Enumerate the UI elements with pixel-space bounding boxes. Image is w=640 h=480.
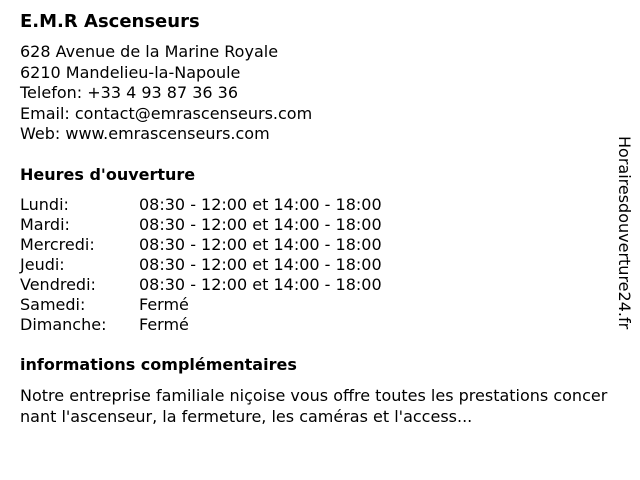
hours-time: 08:30 - 12:00 et 14:00 - 18:00 [139,254,382,274]
hours-row-thursday [20,255,610,275]
hours-day: Vendredi: [20,274,96,294]
email-line: Email: contact@emrascenseurs.com [20,103,313,123]
opening-hours-title: Heures d'ouverture [20,164,196,184]
hours-row-monday [20,195,610,215]
address-line-1: 628 Avenue de la Marine Royale [20,42,279,61]
hours-day: Lundi: [20,194,69,214]
hours-time: Fermé [139,314,189,334]
business-card [20,10,610,427]
hours-day: Mardi: [20,214,70,234]
hours-row-saturday [20,295,610,315]
additional-info-text: Notre entreprise familiale niçoise vous offre toutes les prestations concernant l'ascenseur, la fermeture, les caméras et l'access... [20,385,608,426]
hours-row-wednesday [20,235,610,255]
hours-time: 08:30 - 12:00 et 14:00 - 18:00 [139,274,382,294]
hours-time: 08:30 - 12:00 et 14:00 - 18:00 [139,234,382,254]
hours-day: Samedi: [20,294,86,314]
business-name: E.M.R Ascenseurs [20,11,200,32]
hours-row-tuesday [20,215,610,235]
hours-day: Dimanche: [20,314,107,334]
hours-time: 08:30 - 12:00 et 14:00 - 18:00 [139,214,382,234]
site-watermark: Horairesdouverture24.fr [615,136,634,330]
phone-line: Telefon: +33 4 93 87 36 36 [20,83,239,102]
additional-info-title: informations complémentaires [20,354,297,374]
web-line: Web: www.emrascenseurs.com [20,124,270,143]
hours-time: Fermé [139,294,189,314]
hours-row-friday [20,275,610,295]
hours-day: Mercredi: [20,234,95,254]
address-line-2: 6210 Mandelieu-la-Napoule [20,62,241,82]
hours-row-sunday [20,315,610,335]
opening-hours-table [20,195,610,335]
hours-time: 08:30 - 12:00 et 14:00 - 18:00 [139,194,382,214]
hours-day: Jeudi: [20,254,65,274]
